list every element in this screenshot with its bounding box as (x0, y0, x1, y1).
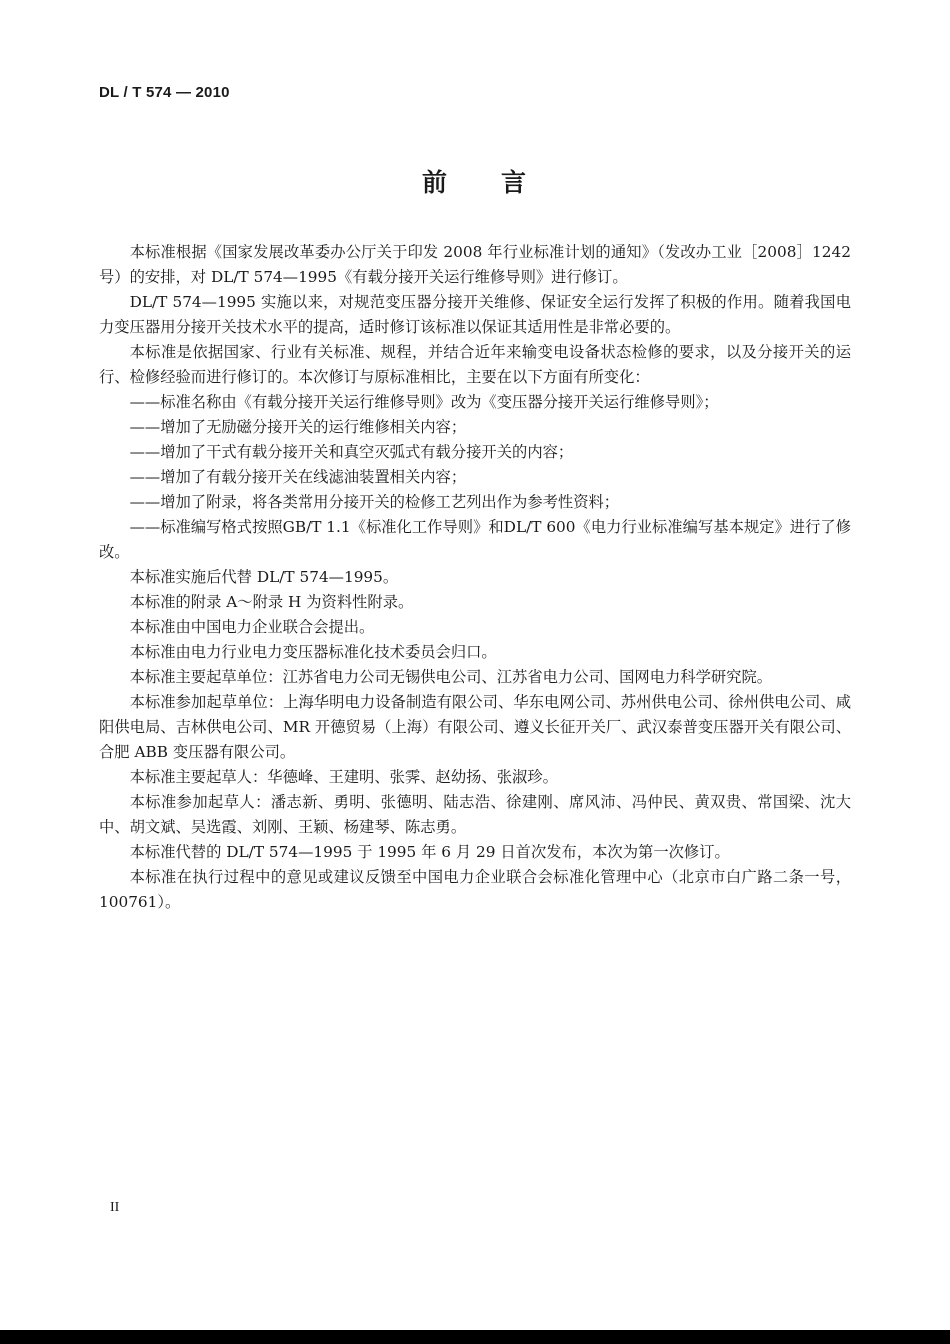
paragraph: 本标准由中国电力企业联合会提出。 (129, 618, 375, 636)
paragraph: 本标准由电力行业电力变压器标准化技术委员会归口。 (129, 643, 497, 661)
list-item: ——增加了无励磁分接开关的运行维修相关内容； (129, 418, 467, 436)
list-item: ——增加了附录，将各类常用分接开关的检修工艺列出作为参考性资料； (129, 493, 620, 511)
page-title (0, 163, 950, 199)
paragraph: DL/T 574—1995 实施以来，对规范变压器分接开关维修、保证安全运行发挥了积极的作用。随着我国电力变压器用分接开关技术水平的提高，适时修订该标准以保证其适用性是非常必要的。 (99, 293, 851, 336)
title-char-1: 前 (421, 168, 449, 197)
paragraph: 本标准参加起草人：潘志新、勇明、张德明、陆志浩、徐建刚、席风沛、冯仲民、黄双贵、常国梁、沈大中、胡文斌、吴选霞、刘刚、王颖、杨建琴、陈志勇。 (99, 793, 851, 836)
paragraph: 本标准主要起草单位：江苏省电力公司无锡供电公司、江苏省电力公司、国网电力科学研究院。 (129, 668, 773, 686)
title-char-2: 言 (501, 168, 529, 197)
paragraph: 本标准在执行过程中的意见或建议反馈至中国电力企业联合会标准化管理中心（北京市白广路二条一号，100761）。 (99, 868, 851, 911)
list-item: ——增加了有载分接开关在线滤油装置相关内容； (129, 468, 467, 486)
paragraph: 本标准参加起草单位：上海华明电力设备制造有限公司、华东电网公司、苏州供电公司、徐州供电公司、咸阳供电局、吉林供电公司、MR 开德贸易（上海）有限公司、遵义长征开关厂、武汉泰普变压器开关有限公司、合肥 ABB 变压器有限公司。 (99, 693, 851, 761)
list-item: ——标准编写格式按照GB/T 1.1《标准化工作导则》和DL/T 600《电力行业标准编写基本规定》进行了修改。 (99, 518, 851, 561)
scan-edge-bar (0, 1330, 950, 1344)
paragraph: 本标准主要起草人：华德峰、王建明、张霁、赵幼扬、张淑珍。 (129, 768, 558, 786)
paragraph: 本标准代替的 DL/T 574—1995 于 1995 年 6 月 29 日首次发布，本次为第一次修订。 (129, 843, 730, 861)
paragraph: 本标准根据《国家发展改革委办公厅关于印发 2008 年行业标准计划的通知》（发改办工业［2008］1242 号）的安排，对 DL/T 574—1995《有载分接开关运行维修导则》进行修订。 (99, 243, 851, 286)
paragraph: 本标准是依据国家、行业有关标准、规程，并结合近年来输变电设备状态检修的要求，以及分接开关的运行、检修经验而进行修订的。本次修订与原标准相比，主要在以下方面有所变化： (99, 343, 851, 386)
list-item: ——标准名称由《有载分接开关运行维修导则》改为《变压器分接开关运行维修导则》； (129, 393, 719, 411)
paragraph: 本标准实施后代替 DL/T 574—1995。 (129, 568, 399, 586)
paragraph: 本标准的附录 A～附录 H 为资料性附录。 (129, 593, 414, 611)
standard-code-header: DL / T 574 — 2010 (99, 84, 230, 101)
foreword-body (99, 240, 851, 915)
list-item: ——增加了干式有载分接开关和真空灭弧式有载分接开关的内容； (129, 443, 574, 461)
page-number: II (110, 1200, 120, 1215)
